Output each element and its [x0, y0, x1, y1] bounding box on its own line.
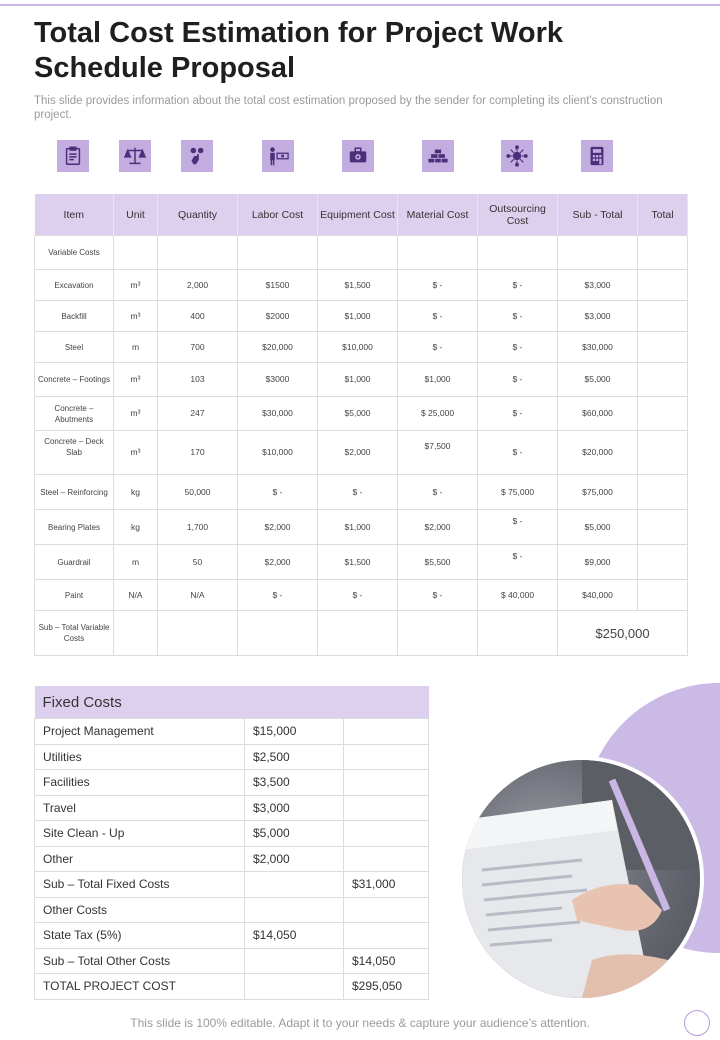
cell-equipment: $1,000	[318, 510, 398, 545]
cell-total	[638, 580, 688, 611]
top-accent-line	[0, 4, 720, 6]
cell-outsourcing-text: $ -	[512, 550, 523, 561]
cell-equipment: $ -	[318, 475, 398, 510]
page-title: Total Cost Estimation for Project Work Schedule Proposal	[34, 17, 564, 84]
cell-labor: $10,000	[238, 431, 318, 475]
fixed-cost-label: Site Clean - Up	[35, 821, 245, 847]
cell-subtotal: $75,000	[558, 475, 638, 510]
cell-unit: m³	[114, 363, 158, 397]
fixed-cost-amount: $3,500	[245, 770, 344, 796]
table-row	[35, 580, 688, 611]
fixed-cost-label: Project Management	[35, 719, 245, 745]
cell-subtotal: $60,000	[558, 397, 638, 431]
fixed-cost-amount: $2,500	[245, 744, 344, 770]
cell-subtotal: $3,000	[558, 301, 638, 332]
fixed-cost-total	[344, 897, 429, 923]
fixed-cost-total	[344, 821, 429, 847]
cell-total	[638, 363, 688, 397]
fixed-cost-total	[344, 770, 429, 796]
cell-total	[638, 332, 688, 363]
cell-quantity: 103	[158, 363, 238, 397]
cell-quantity: 170	[158, 431, 238, 475]
table-header-row	[35, 194, 688, 236]
subtotal-variable-row	[35, 611, 688, 656]
subtotal-variable-label: Sub – Total Variable Costs	[35, 611, 114, 656]
fixed-cost-amount: $5,000	[245, 821, 344, 847]
cell-item-text: Concrete – Deck Slab	[44, 436, 104, 457]
fixed-cost-amount: $15,000	[245, 719, 344, 745]
cell-material: $2,000	[398, 510, 478, 545]
cell-total	[638, 545, 688, 580]
cell-material: $ -	[398, 332, 478, 363]
cell-outsourcing: $ -	[478, 397, 558, 431]
fixed-cost-label: Facilities	[35, 770, 245, 796]
cell-unit: m	[114, 332, 158, 363]
cell-equipment: $ -	[318, 580, 398, 611]
cell-total	[638, 270, 688, 301]
fixed-cost-total: $31,000	[344, 872, 429, 898]
fixed-cost-total: $295,050	[344, 974, 429, 1000]
cell-material: $ -	[398, 475, 478, 510]
cell-quantity: N/A	[158, 580, 238, 611]
cell-quantity: 2,000	[158, 270, 238, 301]
cell-quantity: 400	[158, 301, 238, 332]
cell-unit: m³	[114, 301, 158, 332]
cell-outsourcing: $ -	[478, 332, 558, 363]
cell-total	[638, 431, 688, 475]
cell-item: Bearing Plates	[35, 510, 114, 545]
cell-item: Steel – Reinforcing	[35, 475, 114, 510]
table-row	[35, 397, 688, 431]
calculator-icon	[581, 140, 613, 172]
cell-item: Concrete – Abutments	[35, 397, 114, 431]
fixed-cost-amount: $14,050	[245, 923, 344, 949]
cell-outsourcing: $ 40,000	[478, 580, 558, 611]
table-row	[35, 475, 688, 510]
corner-circle-decoration	[684, 1010, 710, 1036]
cell-material: $ -	[398, 580, 478, 611]
cell-item: Steel	[35, 332, 114, 363]
cell-labor: $2,000	[238, 510, 318, 545]
fixed-cost-row	[35, 923, 429, 949]
cell-unit: N/A	[114, 580, 158, 611]
col-header-quantity: Quantity	[158, 194, 238, 236]
signing-document-photo	[462, 760, 700, 998]
cell-outsourcing	[478, 545, 558, 580]
section-row-variable-costs	[35, 236, 688, 270]
fixed-cost-total	[344, 795, 429, 821]
cell-unit: kg	[114, 475, 158, 510]
worker-cash-icon	[262, 140, 294, 172]
cell-material: $ -	[398, 301, 478, 332]
cell-item: Backfill	[35, 301, 114, 332]
fixed-cost-amount: $3,000	[245, 795, 344, 821]
cell-equipment: $1,500	[318, 270, 398, 301]
col-header-outsourcing-cost: Outsourcing Cost	[478, 194, 558, 236]
table-row	[35, 363, 688, 397]
cell-equipment: $1,000	[318, 301, 398, 332]
cell-unit: m	[114, 545, 158, 580]
cell-item: Guardrail	[35, 545, 114, 580]
cell-equipment: $5,000	[318, 397, 398, 431]
table-row	[35, 301, 688, 332]
hand-coins-icon	[181, 140, 213, 172]
cell-subtotal: $40,000	[558, 580, 638, 611]
total-project-cost-row	[35, 974, 429, 1000]
cell-item: Paint	[35, 580, 114, 611]
fixed-cost-row	[35, 744, 429, 770]
fixed-cost-label: Sub – Total Other Costs	[35, 948, 245, 974]
table-row	[35, 510, 688, 545]
clipboard-icon	[57, 140, 89, 172]
fixed-cost-label: Sub – Total Fixed Costs	[35, 872, 245, 898]
fixed-cost-amount	[245, 897, 344, 923]
fixed-cost-total: $14,050	[344, 948, 429, 974]
cell-quantity: 700	[158, 332, 238, 363]
cell-subtotal: $5,000	[558, 363, 638, 397]
cell-labor: $30,000	[238, 397, 318, 431]
table-row	[35, 270, 688, 301]
cell-labor: $2000	[238, 301, 318, 332]
cell-subtotal: $30,000	[558, 332, 638, 363]
cell-labor: $1500	[238, 270, 318, 301]
fixed-cost-row	[35, 948, 429, 974]
col-header-sub-total: Sub - Total	[558, 194, 638, 236]
icon-row	[34, 140, 687, 174]
cell-item: Excavation	[35, 270, 114, 301]
cell-labor: $20,000	[238, 332, 318, 363]
col-header-item: Item	[35, 194, 114, 236]
cell-equipment: $2,000	[318, 431, 398, 475]
fixed-cost-amount	[245, 872, 344, 898]
fixed-cost-label: TOTAL PROJECT COST	[35, 974, 245, 1000]
cell-outsourcing: $ -	[478, 270, 558, 301]
footer-note: This slide is 100% editable. Adapt it to your needs & capture your audience’s attention.	[130, 1016, 590, 1030]
fixed-cost-label: Utilities	[35, 744, 245, 770]
bricks-icon	[422, 140, 454, 172]
cell-material-text: $7,500	[424, 441, 451, 451]
cell-total	[638, 397, 688, 431]
col-header-material-cost: Material Cost	[398, 194, 478, 236]
col-header-total: Total	[638, 194, 688, 236]
cell-material	[398, 431, 478, 475]
section-label: Variable Costs	[35, 236, 114, 270]
cell-total	[638, 301, 688, 332]
cell-labor: $2,000	[238, 545, 318, 580]
fixed-cost-amount	[245, 974, 344, 1000]
fixed-cost-row	[35, 897, 429, 923]
cell-outsourcing: $ -	[478, 363, 558, 397]
cell-material: $5,500	[398, 545, 478, 580]
cell-subtotal: $20,000	[558, 431, 638, 475]
cell-outsourcing: $ -	[478, 301, 558, 332]
table-row	[35, 431, 688, 475]
fixed-cost-row	[35, 846, 429, 872]
fixed-cost-label: Other Costs	[35, 897, 245, 923]
cell-quantity: 1,700	[158, 510, 238, 545]
cell-subtotal: $3,000	[558, 270, 638, 301]
table-row	[35, 332, 688, 363]
cell-unit: kg	[114, 510, 158, 545]
fixed-cost-total	[344, 719, 429, 745]
subtotal-variable-value: $250,000	[558, 611, 688, 656]
cell-outsourcing-text: $ -	[512, 515, 523, 526]
cell-equipment: $10,000	[318, 332, 398, 363]
cell-material: $ -	[398, 270, 478, 301]
fixed-cost-amount: $2,000	[245, 846, 344, 872]
fixed-cost-row	[35, 795, 429, 821]
cell-quantity: 247	[158, 397, 238, 431]
cell-quantity: 50	[158, 545, 238, 580]
cell-outsourcing: $ 75,000	[478, 475, 558, 510]
fixed-cost-row	[35, 872, 429, 898]
cell-total	[638, 510, 688, 545]
col-header-labor-cost: Labor Cost	[238, 194, 318, 236]
cell-labor: $ -	[238, 475, 318, 510]
network-globe-icon	[501, 140, 533, 172]
fixed-cost-total	[344, 744, 429, 770]
fixed-cost-total	[344, 846, 429, 872]
cell-labor: $ -	[238, 580, 318, 611]
fixed-cost-label: State Tax (5%)	[35, 923, 245, 949]
cell-quantity: 50,000	[158, 475, 238, 510]
scales-icon	[119, 140, 151, 172]
cell-material: $1,000	[398, 363, 478, 397]
cell-subtotal: $9,000	[558, 545, 638, 580]
fixed-cost-amount	[245, 948, 344, 974]
toolbox-gear-icon	[342, 140, 374, 172]
col-header-unit: Unit	[114, 194, 158, 236]
cell-labor: $3000	[238, 363, 318, 397]
variable-costs-table	[34, 194, 688, 656]
cell-equipment: $1,000	[318, 363, 398, 397]
fixed-cost-row	[35, 719, 429, 745]
fixed-cost-row	[35, 770, 429, 796]
fixed-cost-label: Other	[35, 846, 245, 872]
col-header-equipment-cost: Equipment Cost	[318, 194, 398, 236]
fixed-cost-label: Travel	[35, 795, 245, 821]
cell-total	[638, 475, 688, 510]
fixed-cost-total	[344, 923, 429, 949]
cell-unit: m³	[114, 270, 158, 301]
cell-item	[35, 431, 114, 475]
cell-unit: m³	[114, 397, 158, 431]
cell-unit: m³	[114, 431, 158, 475]
table-row	[35, 545, 688, 580]
cell-subtotal: $5,000	[558, 510, 638, 545]
cell-material: $ 25,000	[398, 397, 478, 431]
cell-item: Concrete – Footings	[35, 363, 114, 397]
cell-outsourcing: $ -	[478, 431, 558, 475]
fixed-costs-header: Fixed Costs	[35, 686, 429, 719]
cell-equipment: $1,500	[318, 545, 398, 580]
fixed-costs-table	[34, 686, 429, 1000]
cell-outsourcing	[478, 510, 558, 545]
fixed-cost-row	[35, 821, 429, 847]
page-subtitle: This slide provides information about the total cost estimation proposed by the sender for completing its client's construction project.	[34, 95, 663, 121]
